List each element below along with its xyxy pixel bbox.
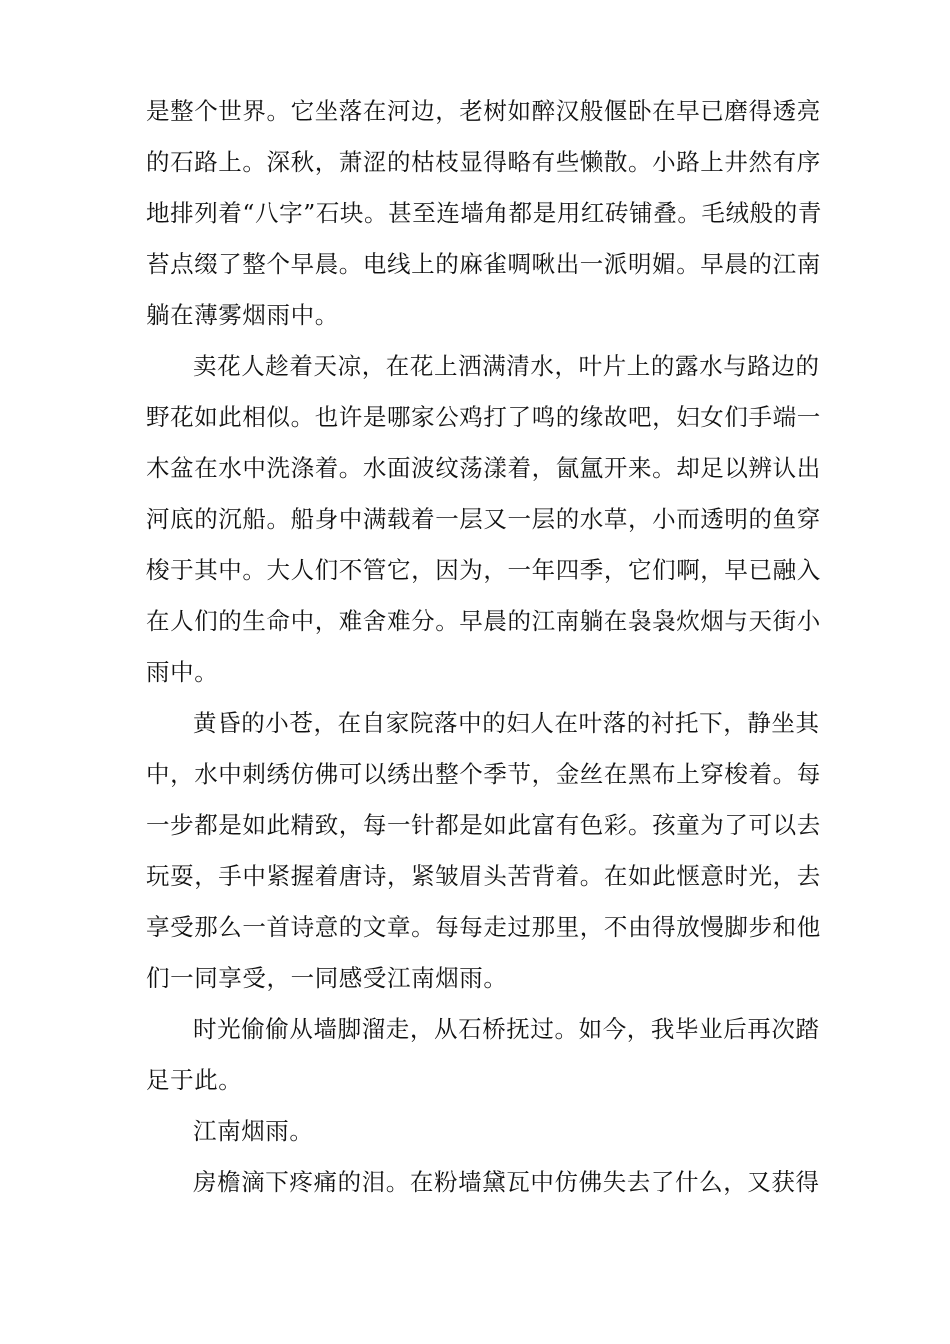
text-line: 地排列着“八字”石块。甚至连墙角都是用红砖铺叠。毛绒般的青 xyxy=(146,199,822,227)
text-line: 玩耍，手中紧握着唐诗，紧皱眉头苦背着。在如此惬意时光，去 xyxy=(146,862,821,890)
paragraph-first-line: 黄昏的小苍，在自家院落中的妇人在叶落的衬托下，静坐其 xyxy=(193,709,820,737)
text-line: 木盆在水中洗涤着。水面波纹荡漾着，氤氲开来。却足以辨认出 xyxy=(146,454,821,482)
text-line: 在人们的生命中，难舍难分。早晨的江南躺在袅袅炊烟与天街小 xyxy=(146,607,821,635)
text-line: 雨中。 xyxy=(146,658,219,686)
paragraph-first-line: 卖花人趁着天凉，在花上洒满清水，叶片上的露水与路边的 xyxy=(193,352,820,380)
text-line: 河底的沉船。船身中满载着一层又一层的水草，小而透明的鱼穿 xyxy=(146,505,821,533)
text-line: 梭于其中。大人们不管它，因为，一年四季，它们啊，早已融入 xyxy=(146,556,821,584)
text-line: 享受那么一首诗意的文章。每每走过那里，不由得放慢脚步和他 xyxy=(146,913,821,941)
paragraph-first-line: 时光偷偷从墙脚溜走，从石桥抚过。如今，我毕业后再次踏 xyxy=(193,1015,820,1043)
text-line: 苔点缀了整个早晨。电线上的麻雀啁啾出一派明媚。早晨的江南 xyxy=(146,250,821,278)
paragraph-first-line: 房檐滴下疼痛的泪。在粉墙黛瓦中仿佛失去了什么，又获得 xyxy=(193,1168,820,1196)
paragraph-first-line: 江南烟雨。 xyxy=(193,1117,314,1145)
body-text xyxy=(146,86,826,1208)
text-line: 是整个世界。它坐落在河边，老树如醉汉般偃卧在早已磨得透亮 xyxy=(146,97,821,125)
text-line: 中，水中刺绣仿佛可以绣出整个季节，金丝在黑布上穿梭着。每 xyxy=(146,760,821,788)
text-line: 躺在薄雾烟雨中。 xyxy=(146,301,339,329)
text-line: 野花如此相似。也许是哪家公鸡打了鸣的缘故吧，妇女们手端一 xyxy=(146,403,821,431)
text-line: 一步都是如此精致，每一针都是如此富有色彩。孩童为了可以去 xyxy=(146,811,821,839)
text-line: 足于此。 xyxy=(146,1066,243,1094)
text-line: 的石路上。深秋，萧涩的枯枝显得略有些懒散。小路上井然有序 xyxy=(146,148,821,176)
text-line: 们一同享受，一同感受江南烟雨。 xyxy=(146,964,508,992)
